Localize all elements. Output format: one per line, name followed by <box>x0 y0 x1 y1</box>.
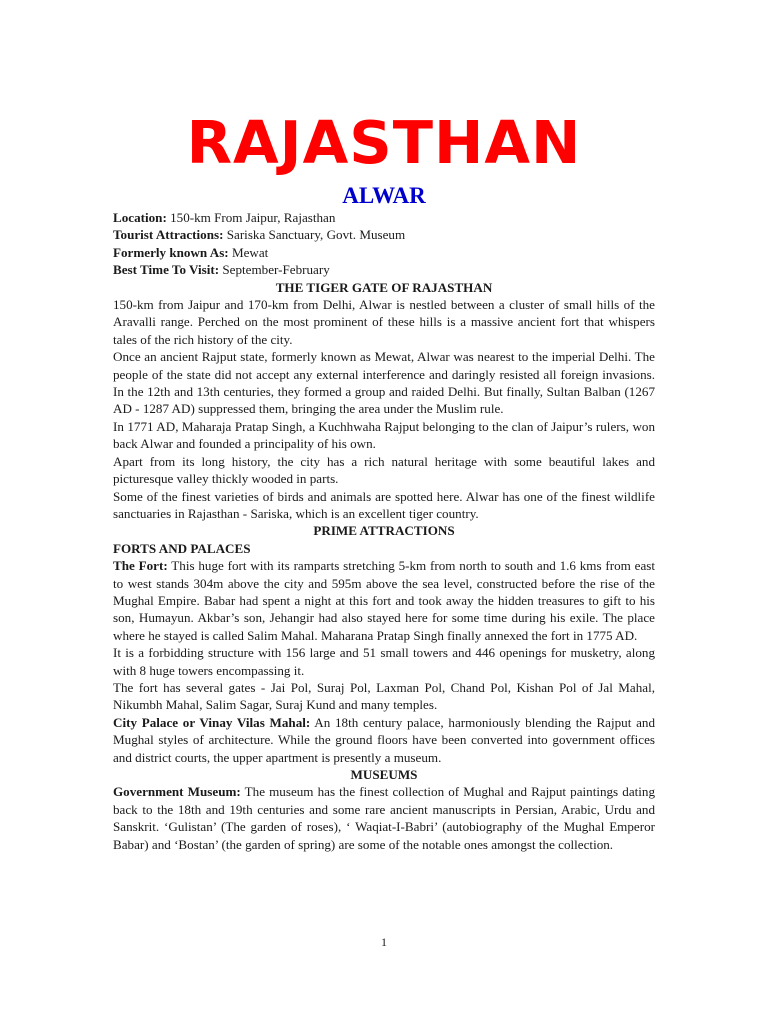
info-location <box>113 209 655 226</box>
info-label: Best Time To Visit: <box>113 262 220 278</box>
page-title: RAJASTHAN <box>186 108 582 177</box>
info-tourist-attractions <box>113 226 655 243</box>
info-value: Mewat <box>228 244 269 260</box>
section-heading-prime-attractions: PRIME ATTRACTIONS <box>313 523 455 539</box>
paragraph-fort <box>113 557 655 644</box>
subheading-forts-palaces: FORTS AND PALACES <box>113 540 251 556</box>
term-text: The museum has the finest collection of Mughal and Rajput paintings dating back to the 18th and 19th centuries and some rare ancient manuscripts in Persian, Arabic, Urdu and Sanskrit. ‘Gulistan’ (The garden of roses), ‘ Waqiat-I-Babri’ (autobiography of the Mughal Emperor Babar) and ‘Bostan’ (the garden of spring) are some of the notable ones amongst the collection. <box>113 784 655 852</box>
info-label: Formerly known As: <box>113 244 229 260</box>
info-label: Tourist Attractions: <box>113 227 224 243</box>
term-label: City Palace or Vinay Vilas Mahal: <box>113 714 311 730</box>
city-title: ALWAR <box>342 183 426 208</box>
term-text: An 18th century palace, harmoniously blending the Rajput and Mughal styles of architecture. While the ground floors have been converted into government offices and district courts, the upper apartment is presently a museum. <box>113 714 655 765</box>
page-number: 1 <box>381 935 387 949</box>
info-value: September-February <box>219 262 330 278</box>
info-formerly-known <box>113 244 655 261</box>
paragraph-city-palace <box>113 714 655 766</box>
document-body <box>113 209 655 853</box>
paragraph: The fort has several gates - Jai Pol, Suraj Pol, Laxman Pol, Chand Pol, Kishan Pol of Jal Mahal, Nikumbh Mahal, Salim Sagar, Suraj Kund and many temples. <box>113 679 655 713</box>
paragraph: Some of the finest varieties of birds and animals are spotted here. Alwar has one of the finest wildlife sanctuaries in Rajasthan - Sariska, which is an excellent tiger country. <box>113 488 655 521</box>
section-heading-museums: MUSEUMS <box>350 767 418 782</box>
info-label: Location: <box>113 210 167 225</box>
info-value: Sariska Sanctuary, Govt. Museum <box>223 227 406 243</box>
term-label: The Fort: <box>113 558 168 574</box>
paragraph: Once an ancient Rajput state, formerly known as Mewat, Alwar was nearest to the imperial Delhi. The people of the state did not accept any external interference and daringly resisted all foreign invasions. In the 12th and 13th centuries, they formed a group and raided Delhi. But finally, Sultan Balban (1267 AD - 1287 AD) suppressed them, bringing the area under the Muslim rule. <box>113 349 655 417</box>
paragraph: In 1771 AD, Maharaja Pratap Singh, a Kuchhwaha Rajput belonging to the clan of Jaipur’s rulers, won back Alwar and founded a principality of his own. <box>113 418 655 452</box>
paragraph-government-museum <box>113 783 655 853</box>
info-value: 150-km From Jaipur, Rajasthan <box>166 210 336 225</box>
info-best-time <box>113 261 655 278</box>
paragraph: 150-km from Jaipur and 170-km from Delhi, Alwar is nestled between a cluster of small hills of the Aravalli range. Perched on the most prominent of these hills is a massive ancient fort that whispers tales of the rich history of the city. <box>113 297 655 347</box>
paragraph: It is a forbidding structure with 156 large and 51 small towers and 446 openings for musketry, along with 8 huge towers encompassing it. <box>113 645 655 678</box>
term-label: Government Museum: <box>113 784 241 800</box>
term-text: This huge fort with its ramparts stretching 5-km from north to south and 1.6 kms from east to west stands 304m above the city and 595m above the sea level, constructed before the rise of the Mughal Empire. Babar had spent a night at this fort and took away the hidden treasures to gift to his son, Humayun. Akbar’s son, Jehangir had also stayed here for some time during his exile. The place where he stayed is called Salim Mahal. Maharana Pratap Singh finally annexed the fort in 1775 AD. <box>113 558 655 643</box>
section-heading-tiger-gate: THE TIGER GATE OF RAJASTHAN <box>275 279 493 295</box>
paragraph: Apart from its long history, the city has a rich natural heritage with some beautiful lakes and picturesque valley thickly wooded in parts. <box>113 453 655 487</box>
